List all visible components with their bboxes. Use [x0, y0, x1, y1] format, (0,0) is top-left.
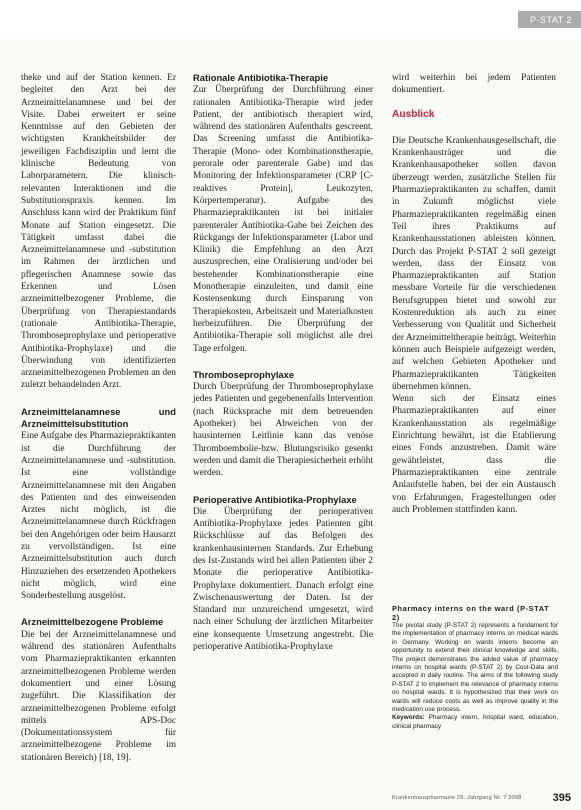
- column-right: [392, 72, 556, 598]
- keywords-line: [392, 714, 558, 731]
- english-abstract-text: The pivotal study (P-STAT 2) represents a fundament for the implementation of pharmacy interns on medical wards in Germany. Working on wards interns become an opportunity to extend their clinical knowledge and skills. The project demonstrates the added value of pharmacy interns on hospital wards (P-STAT 2) by Cost-Data and accepted in daily routine. The aims of the following study P-STAT 2 to implement the relevance of pharmacy interns on hospital wards. It is hypothesized that their work on wards will reduce costs as well as improve quality in the medication use process.: [392, 622, 558, 714]
- thrombose-paragraph: Durch Überprüfung der Thromboseprophylaxe jedes Patienten und gegebenenfalls Intervention (nach Rücksprache mit dem betreuenden Apotheker) bei Abweichen von der hausinternen Leitlinie kann das venöse Thromboembolie-bzw. Blutungsrisiko gesenkt werden und damit die Therapiesicherheit erhöht werden.: [193, 382, 373, 479]
- heading-thrombose: Thromboseprophylaxe: [193, 368, 295, 380]
- anamnese-paragraph: Eine Aufgabe des Pharmaziepraktikanten ist die Durchführung der Arzneimittelanamnese und -substitution. Ist eine vollständige Arzneimittelanamnese mit den Angaben des Patienten und des einweisenden Arztes nicht möglich, ist die Arzneimittelanamnese durch Rückfragen bei den Angehörigen oder beim Hausarzt zu vervollständigen. Ist eine Arzneimittelsubstitution auch durch Hinzuziehen des ersetzenden Apothekers nicht möglich, wird eine Sonderbestellung ausgelöst.: [21, 431, 176, 602]
- section-tab: P-STAT 2: [518, 11, 581, 28]
- page-footer: [392, 791, 577, 805]
- ausblick-paragraph-1: Die Deutsche Krankenhausgesellschaft, die Krankenhausträger und die Krankenhausapotheker sollen davon überzeugt werden, zusätzliche Stellen für Pharmaziepraktikanten zu schaffen, damit in Zukunft möglichst viele Pharmaziepraktikanten regelmäßig einen Teil ihres Praktikums auf Krankenhausstationen ableisten können. Durch das Projekt P-STAT 2 soll gezeigt werden, dass der Einsatz von Pharmaziepraktikanten auf Station messbare Vorteile für die verschiedenen Berufsgruppen bietet und sowohl zur Kostenreduktion als auch zu einer Verbesserung von Qualität und Sicherheit der Arzneimitteltherapie beiträgt. Weiterhin können auch Beispiele aufgezeigt werden, auf welchen Gebieten Apotheker und Pharmaziepraktikanten Tätigkeiten übernehmen können.: [392, 135, 556, 392]
- perioperative-paragraph: Die Überprüfung der perioperativen Antibiotika-Prophylaxe jedes Patienten gibt Rückschlüsse auf das Befolgen des krankenhausinternen Standards. Zur Erhebung des Ist-Zustands wird bei allen Patienten über 2 Monate die perioperative Antibiotika-Prophylaxe dokumentiert. Danach erfolgt eine Zwischenauswertung der Daten. Ist der Standard nur unzureichend umgesetzt, wird nach einer Schulung der ärztlichen Mitarbeiter eine konsequente Umsetzung angestrebt. Die perioperative Antibiotika-Prophylaxe: [193, 506, 373, 653]
- keywords-label: Keywords:: [392, 714, 425, 722]
- english-abstract: [392, 604, 558, 750]
- heading-anamnese: Arzneimittelanamnese und Arzneimittelsubstitution: [21, 405, 176, 430]
- antibiotika-paragraph: Zur Überprüfung der Durchführung einer rationalen Antibiotika-Therapie wird jeder Patient, der antibiotisch therapiert wird, während des stationären Aufenthalts gescreent. Das Screening umfasst die Antibiotika-Therapie (Mono- oder Kombinationstherapie, perorale oder parenterale Gabe) und das Monitoring der Infektionsparameter (CRP [C-reaktives Protein], Leukozyten, Körpertemperatur). Aufgabe des Pharmaziepraktikanten ist bei initialer parenteraler Antibiotika-Gabe bei Zeichen des Rückgangs der Infektionsparameter (Labor und Klinik) die Empfehlung an den Arzt auszusprechen, eine Oralisierung und/oder bei bestehender Kombinationstherapie eine Monotherapie einzuleiten, und damit eine Kostensenkung durch Einsparung von Therapiekosten, Arbeitszeit und Materialkosten herbeizuführen. Die Überprüfung der Antibiotika-Therapie soll möglichst alle drei Tage erfolgen.: [193, 85, 373, 354]
- heading-perioperative: Perioperative Antibiotika-Prophylaxe: [193, 493, 357, 505]
- page-header: [0, 0, 581, 38]
- column-left: [21, 72, 176, 763]
- ausblick-paragraph-2: Wenn sich der Einsatz eines Pharmaziepraktikanten auf einer Krankenhausstation als regelmäßige Einrichtung bewährt, ist die Etablierung eines Fonds anzustreben. Damit wäre gewährleistet, dass die Pharmaziepraktikanten eine zentrale Anlaufstelle haben, bei der ein Austausch von Erfahrungen, Fragestellungen oder auch Problemen stattfinden kann.: [392, 394, 556, 515]
- heading-ausblick: Ausblick: [392, 108, 435, 120]
- keywords-text: Pharmacy intern, hospital ward, education, clinical pharmacy: [392, 714, 558, 730]
- probleme-paragraph: Die bei der Arzneimittelanamnese und während des stationären Aufenthalts vom Pharmaziepraktikanten erkannten arzneimittelbezogenen Probleme werden dokumentiert und einer Lösung zugeführt. Die Klassifikation der arzneimittelbezogenen Probleme erfolgt mittels APS-Doc (Dokumentationssystem für arzneimittelbezogene Probleme im stationären Bereich) [18, 19].: [21, 629, 176, 763]
- heading-probleme: Arzneimittelbezogene Probleme: [21, 616, 164, 628]
- journal-citation: Krankenhauspharmazie 29. Jahrgang Nr. 7 2008: [392, 795, 522, 801]
- intro-paragraph: theke und auf der Station kennen. Er begleitet den Arzt bei der Arzneimittelanamnese und bei der Visite. Dabei erweitert er seine Kenntnisse auf den Gebieten der wichtigsten Krankheitsbilder der jeweiligen Fachdisziplin und lernt die klinische Bedeutung von Laborparametern. Die klinisch-relevanten Interaktionen und die Substitutionspraxis kennen. Im Anschluss kann wird der Praktikum fünf Monate auf Station eingesetzt. Die Tätigkeit umfasst dabei die Arzneimittelanamnese und -substitution im Rahmen der ärztlichen und pflegerischen Anamnese sowie das Erkennen und Lösen arzneimittelbezogener Probleme, die Überprüfung von Therapiestandards (rationale Antibiotika-Therapie, Thromboseprophylaxe und perioperative Antibiotika-Prophylaxe) und die Überwindung von identifizierten arzneimittelbezogenen Problemen an den zuletzt behandelnden Arzt.: [21, 73, 176, 391]
- column-middle: [193, 72, 373, 750]
- heading-antibiotika: Rationale Antibiotika-Therapie: [193, 72, 329, 83]
- english-abstract-title: Pharmacy interns on the ward (P-STAT 2): [392, 604, 550, 622]
- continuation-paragraph: wird weiterhin bei jedem Patienten dokumentiert.: [392, 73, 556, 96]
- page-number: 395: [552, 792, 571, 804]
